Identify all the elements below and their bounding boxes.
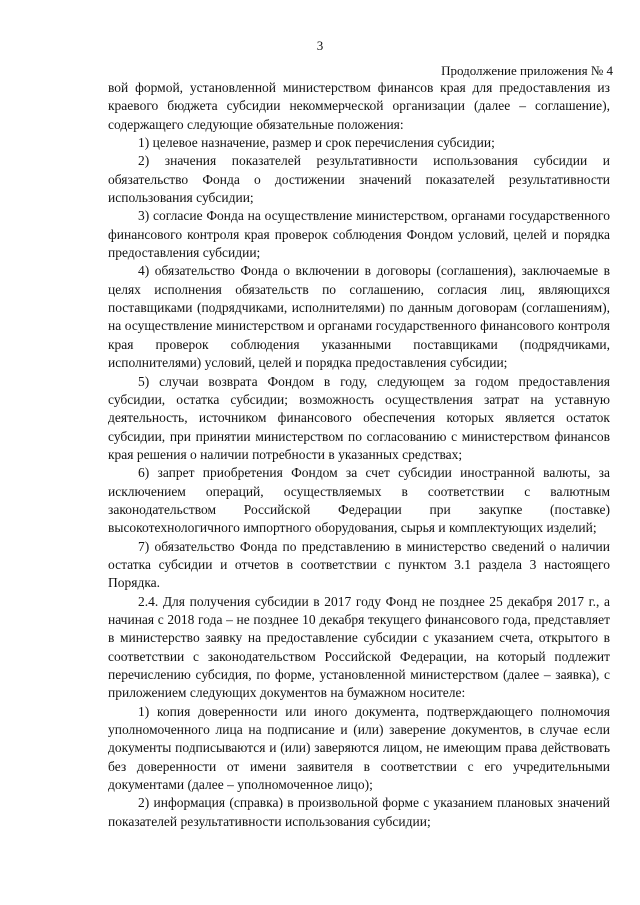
paragraph-doc-item-2: 2) информация (справка) в произвольной форме с указанием плановых значений показателей результативности использования субсидии; bbox=[108, 795, 610, 829]
body-text bbox=[108, 79, 610, 831]
paragraph-section-2-4: 2.4. Для получения субсидии в 2017 году Фонд не позднее 25 декабря 2017 г., а начиная с 2018 года – не позднее 10 декабря текущего финансового года, представляет в министерство заявку на предоставление субсидии с указанием счета, открытого в соответствии с законодательством Российской Федерации, на который подлежит перечислению субсидия, по форме, установленной министерством (далее – заявка), с приложением следующих документов на бумажном носителе: bbox=[108, 593, 610, 701]
paragraph-item-5: 5) случаи возврата Фондом в году, следующем за годом предоставления субсидии, остатка субсидии; возможность осуществления затрат на уставную деятельность, источником финансового обеспечения которых является остаток субсидии, при принятии министерством по согласованию с министерством финансов края решения о наличии потребности в указанных средствах; bbox=[108, 373, 610, 462]
paragraph-item-7: 7) обязательство Фонда по представлению в министерство сведений о наличии остатка субсидии и отчетов в соответствии с пунктом 3.1 раздела 3 настоящего Порядка. bbox=[108, 538, 610, 591]
paragraph-item-3: 3) согласие Фонда на осуществление министерством, органами государственного финансового контроля края проверок соблюдения Фондом условий, целей и порядка предоставления субсидии; bbox=[108, 208, 610, 261]
paragraph-item-6: 6) запрет приобретения Фондом за счет субсидии иностранной валюты, за исключением операций, осуществляемых в соответствии с валютным законодательством Российской Федерации при закупке (поставке) высокотехнологичного импортного оборудования, сырья и комплектующих изделий; bbox=[108, 465, 610, 536]
paragraph-doc-item-1: 1) копия доверенности или иного документа, подтверждающего полномочия уполномоченного лица на подписание и (или) заверение документов, в случае если документы подписываются и (или) заверяются лицом, не имеющим права действовать без доверенности от имени заявителя в соответствии с его учредительными документами (далее – уполномоченное лицо); bbox=[108, 703, 610, 793]
paragraph-item-2: 2) значения показателей результативности использования субсидии и обязательство Фонда о достижении значений показателей результативности использования субсидии; bbox=[108, 153, 610, 206]
paragraph-item-1: 1) целевое назначение, размер и срок перечисления субсидии; bbox=[138, 135, 495, 151]
paragraph-intro: вой формой, установленной министерством финансов края для предоставления из краевого бюджета субсидии некоммерческой организации (далее – соглашение), содержащего следующие обязательные положения: bbox=[108, 80, 610, 132]
page-number: 3 bbox=[316, 38, 324, 53]
continuation-label: Продолжение приложения № 4 bbox=[441, 63, 613, 78]
paragraph-item-4: 4) обязательство Фонда о включении в договоры (соглашения), заключаемые в целях исполнения обязательств по соглашению, согласия лиц, являющихся поставщиками (подрядчиками, исполнителями) по данным договорам (соглашениям), на осуществление министерством и органами государственного финансового контроля края проверок соблюдения указанными поставщиками (подрядчиками, исполнителями) условий, целей и порядка предоставления субсидии; bbox=[108, 263, 610, 371]
